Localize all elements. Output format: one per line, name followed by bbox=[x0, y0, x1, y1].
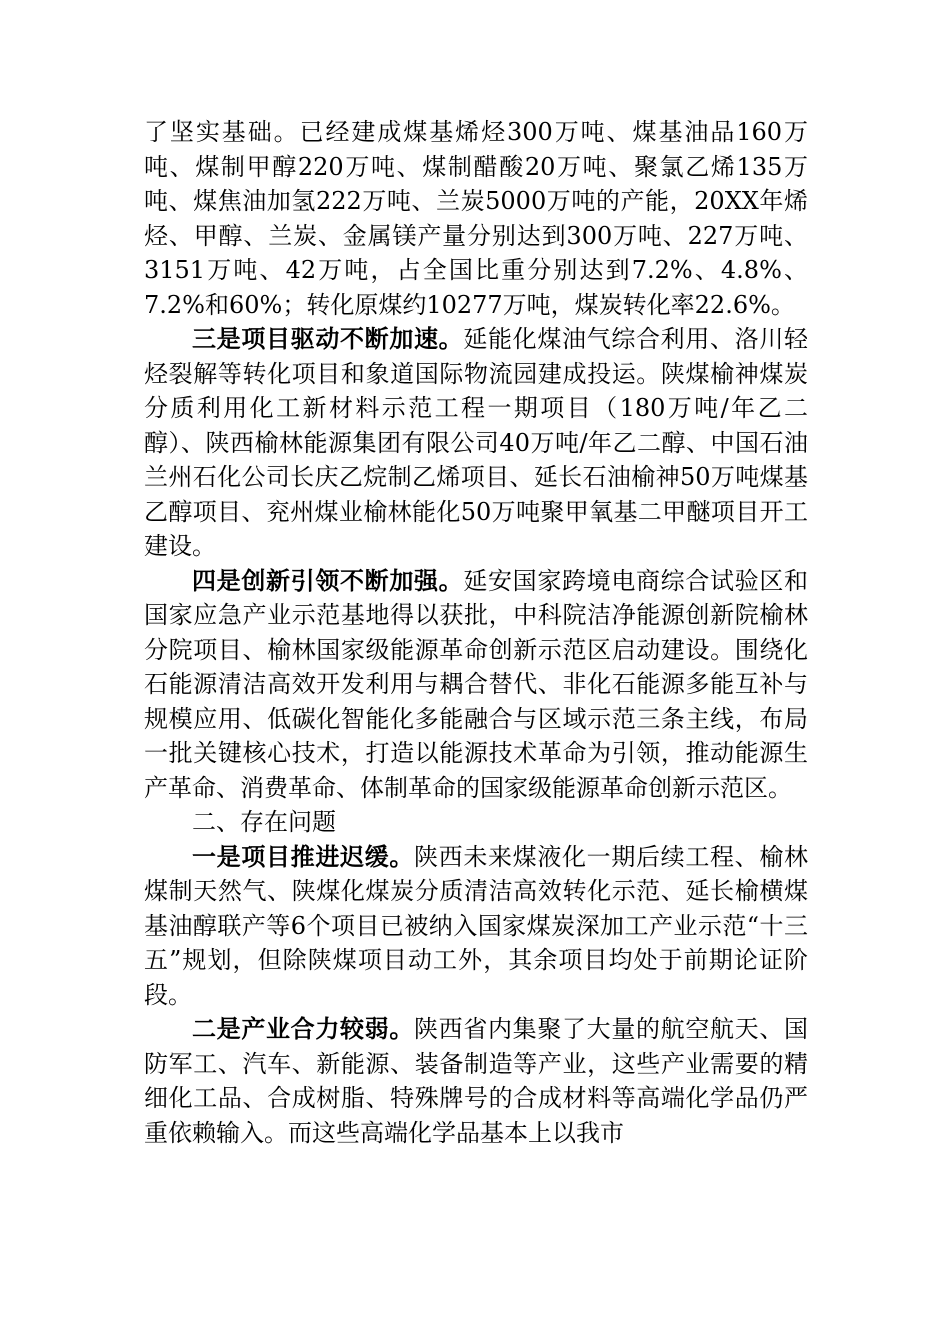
paragraph-industry-synergy bbox=[144, 1012, 808, 1150]
body-text bbox=[144, 115, 808, 1150]
paragraph-innovation bbox=[144, 564, 808, 806]
paragraph-project-delay bbox=[144, 840, 808, 1013]
paragraph-text: 陕西省内集聚了大量的航空航天、国防军工、汽车、新能源、装备制造等产业，这些产业需要的精细化工品、合成树脂、特殊牌号的合成材料等高端化学品仍严重依赖输入。而这些高端化学品基本上以我市 bbox=[144, 1015, 808, 1147]
section-heading-problems bbox=[144, 805, 808, 840]
section-heading-text: 二、存在问题 bbox=[192, 808, 336, 836]
paragraph-lead: 三是项目驱动不断加速。 bbox=[192, 324, 464, 353]
paragraph-text: 延安国家跨境电商综合试验区和国家应急产业示范基地得以获批，中科院洁净能源创新院榆林分院项目、榆林国家级能源革命创新示范区启动建设。围绕化石能源清洁高效开发利用与耦合替代、非化石能源多能互补与规模应用、低碳化智能化多能融合与区域示范三条主线，布局一批关键核心技术，打造以能源技术革命为引领，推动能源生产革命、消费革命、体制革命的国家级能源革命创新示范区。 bbox=[144, 566, 809, 802]
paragraph-lead: 四是创新引领不断加强。 bbox=[192, 565, 464, 595]
paragraph-text: 了坚实基础。已经建成煤基烯烃300万吨、煤基油品160万吨、煤制甲醇220万吨、煤制醋酸20万吨、聚氯乙烯135万吨、煤焦油加氢222万吨、兰炭5000万吨的产能，20XX年烯烃、甲醇、兰炭、金属镁产量分别达到300万吨、227万吨、3151万吨、42万吨，占全国比重分别达到7.2%、4.8%、7.2%和60%；转化原煤约10277万吨，煤炭转化率22.6%。 bbox=[144, 118, 808, 319]
paragraph-lead: 一是项目推进迟缓。 bbox=[192, 841, 414, 871]
paragraph-lead: 二是产业合力较弱。 bbox=[192, 1014, 414, 1043]
paragraph-text: 延能化煤油气综合利用、洛川轻烃裂解等转化项目和象道国际物流园建成投运。陕煤榆神煤炭分质利用化工新材料示范工程一期项目（180万吨/年乙二醇）、陕西榆林能源集团有限公司40万吨/年乙二醇、中国石油兰州石化公司长庆乙烷制乙烯项目、延长石油榆神50万吨煤基乙醇项目、兖州煤业榆林能化50万吨聚甲氧基二甲醚项目开工建设。 bbox=[144, 325, 809, 560]
paragraph-project-driven bbox=[144, 322, 808, 564]
paragraph-continuation bbox=[144, 115, 808, 322]
paragraph-text: 陕西未来煤液化一期后续工程、榆林煤制天然气、陕煤化煤炭分质清洁高效转化示范、延长榆横煤基油醇联产等6个项目已被纳入国家煤炭深加工产业示范“十三五”规划，但除陕煤项目动工外，其余项目均处于前期论证阶段。 bbox=[144, 842, 808, 1009]
